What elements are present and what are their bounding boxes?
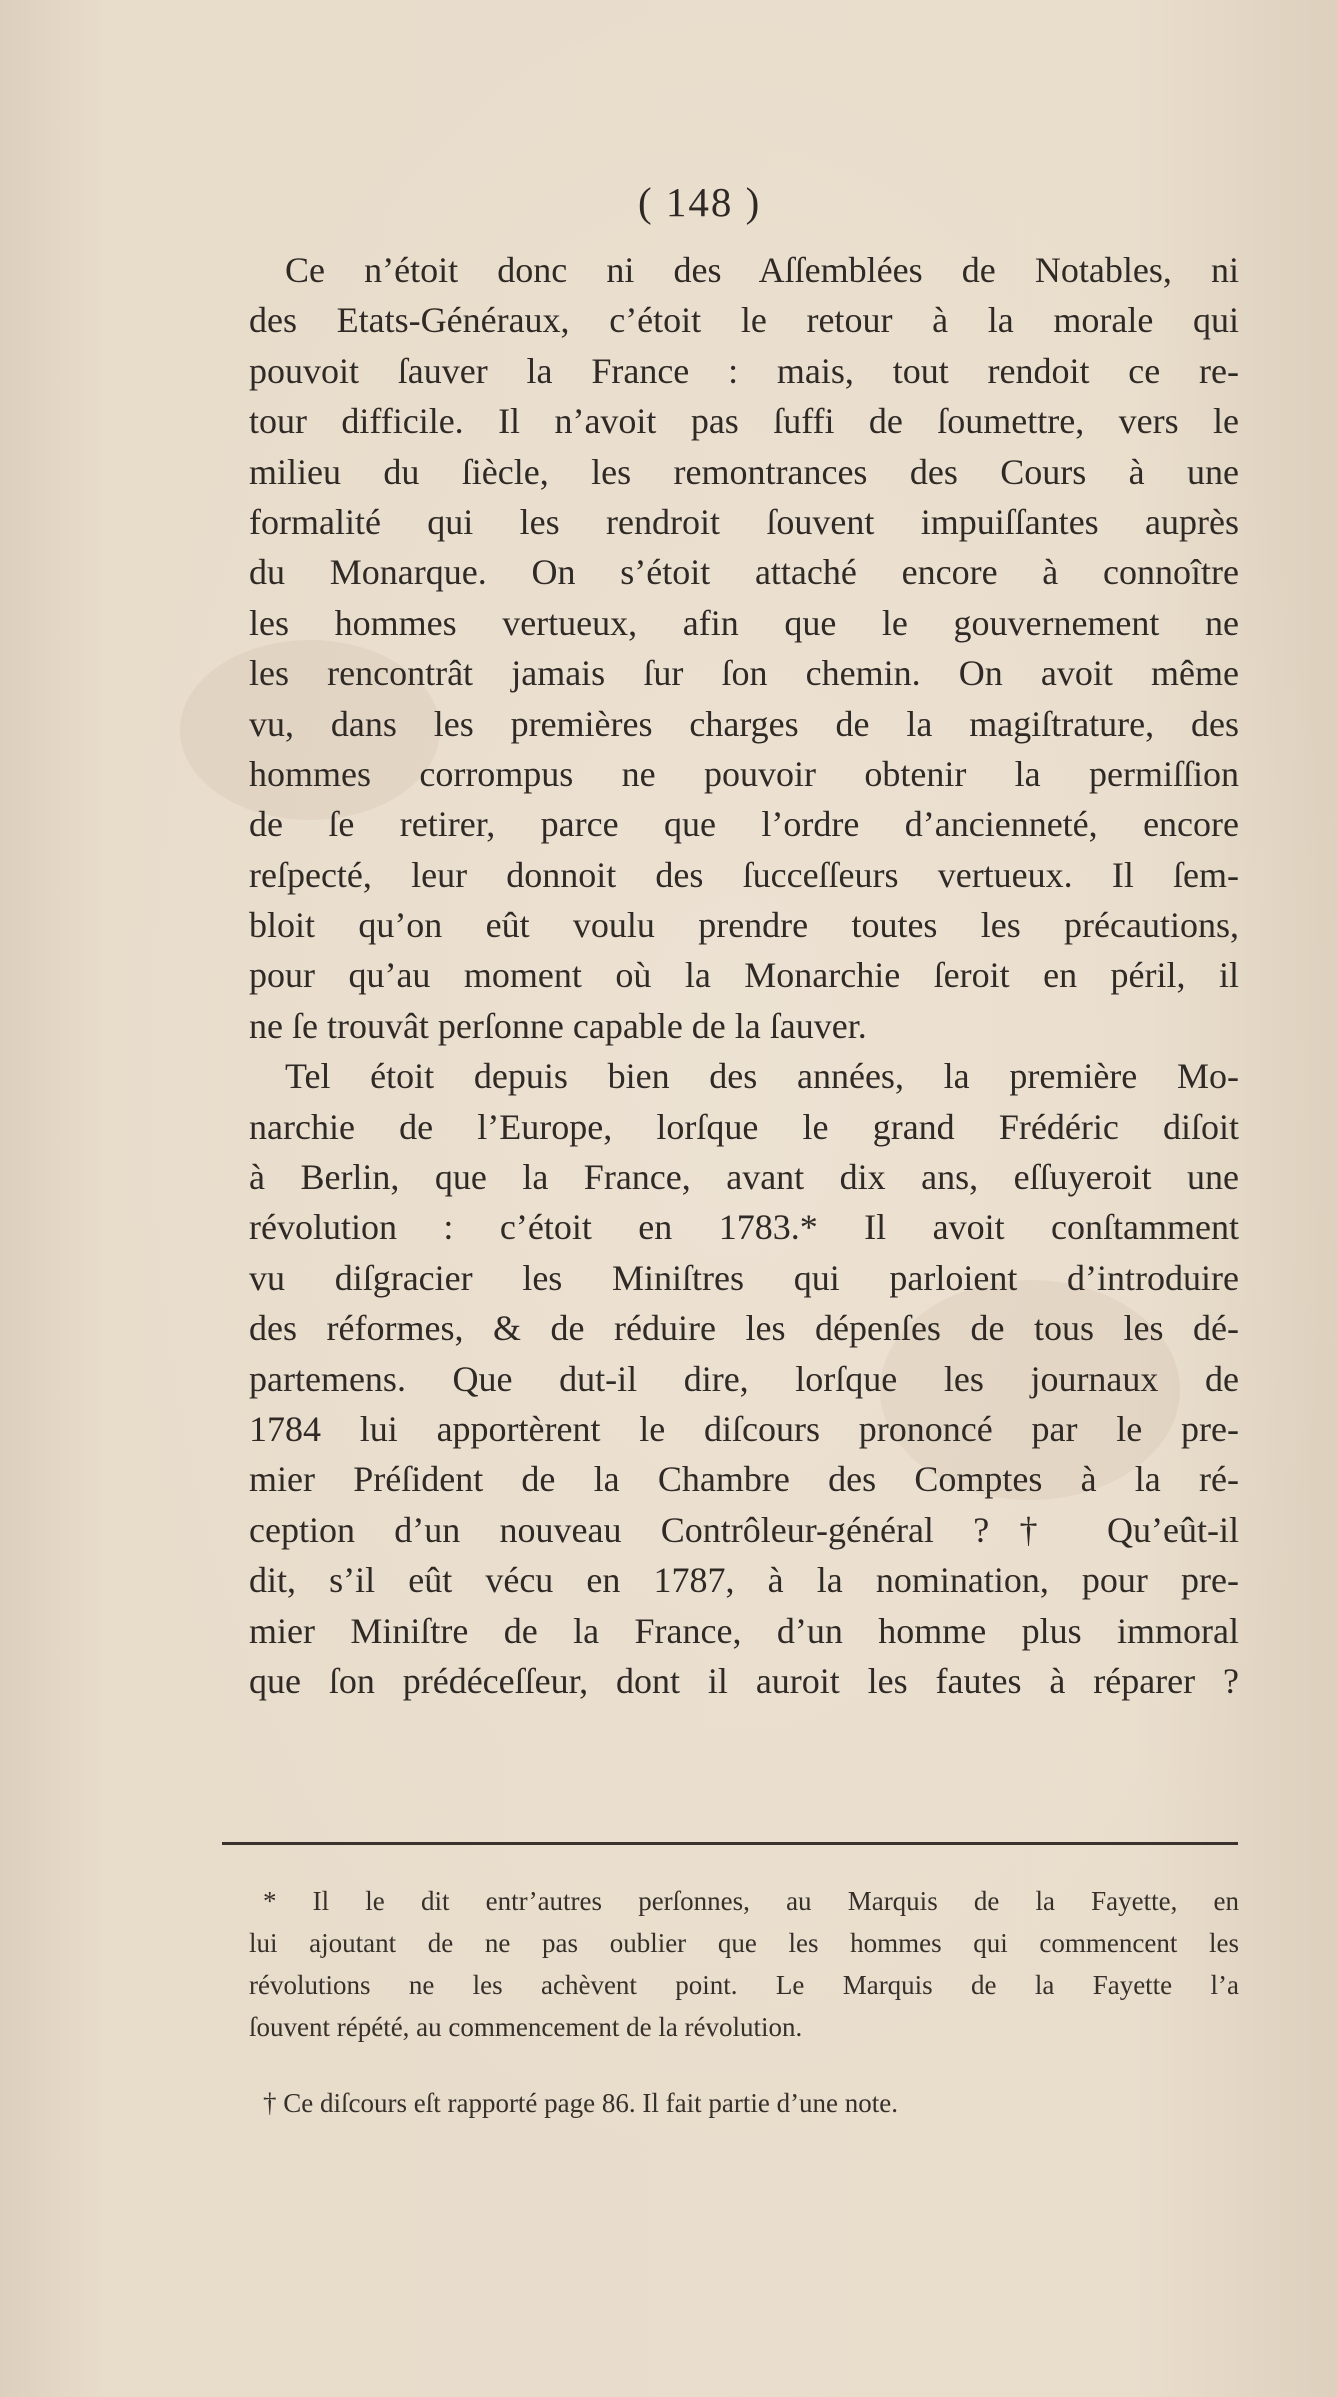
text-line: dit, s’il eût vécu en 1787, à la nomination, pour pre- <box>249 1560 1239 1601</box>
text-line: narchie de l’Europe, lorſque le grand Frédéric diſoit <box>249 1106 1239 1147</box>
text-line: des réformes, & de réduire les dépenſes de tous les dé- <box>249 1308 1239 1349</box>
body-text <box>249 245 1239 1706</box>
text-line: les rencontrât jamais ſur ſon chemin. On avoit même <box>249 653 1239 694</box>
footnote-line: † Ce diſcours eſt rapporté page 86. Il fait partie d’une note. <box>263 2088 899 2118</box>
footnote-line: ſouvent répété, au commencement de la révolution. <box>249 2012 803 2042</box>
text-line: de ſe retirer, parce que l’ordre d’ancienneté, encore <box>249 804 1239 845</box>
footnote-divider <box>222 1842 1238 1845</box>
text-line: à Berlin, que la France, avant dix ans, eſſuyeroit une <box>249 1157 1239 1198</box>
text-line: formalité qui les rendroit ſouvent impuiſſantes auprès <box>249 501 1239 542</box>
text-line: que ſon prédéceſſeur, dont il auroit les fautes à réparer ? <box>249 1660 1239 1701</box>
footnote-line: * Il le dit entr’autres perſonnes, au Marquis de la Fayette, en <box>263 1886 1239 1916</box>
text-line: bloit qu’on eût voulu prendre toutes les précautions, <box>249 905 1239 946</box>
text-line: Ce n’étoit donc ni des Aſſemblées de Notables, ni <box>285 250 1239 290</box>
text-line: mier Miniſtre de la France, d’un homme plus immoral <box>249 1610 1239 1651</box>
page-number: ( 148 ) <box>638 179 762 225</box>
footnote-gap <box>249 2048 1239 2082</box>
text-line: des Etats-Généraux, c’étoit le retour à la morale qui <box>249 300 1239 341</box>
text-line: révolution : c’étoit en 1783.* Il avoit conſtamment <box>249 1207 1239 1248</box>
text-line: partemens. Que dut-il dire, lorſque les journaux de <box>249 1358 1239 1399</box>
text-line: tour difficile. Il n’avoit pas ſuffi de ſoumettre, vers le <box>249 401 1239 442</box>
text-line: hommes corrompus ne pouvoir obtenir la permiſſion <box>249 753 1239 794</box>
text-line: mier Préſident de la Chambre des Comptes à la ré- <box>249 1459 1239 1500</box>
text-line: ne ſe trouvât perſonne capable de la ſauver. <box>249 1005 867 1046</box>
text-line: Tel étoit depuis bien des années, la première Mo- <box>285 1056 1239 1097</box>
text-line: pouvoit ſauver la France : mais, tout rendoit ce re- <box>249 350 1239 391</box>
footnote-line: lui ajoutant de ne pas oublier que les hommes qui commencent les <box>249 1928 1239 1958</box>
text-line: vu, dans les premières charges de la magiſtrature, des <box>249 703 1239 744</box>
text-line: ception d’un nouveau Contrôleur-général ?† Qu’eût-il <box>249 1509 1239 1550</box>
text-line: du Monarque. On s’étoit attaché encore à connoître <box>249 552 1239 593</box>
footnotes <box>249 1880 1239 2124</box>
text-line: reſpecté, leur donnoit des ſucceſſeurs vertueux. Il ſem- <box>249 854 1239 895</box>
text-line: 1784 lui apportèrent le diſcours prononcé par le pre- <box>249 1408 1239 1449</box>
text-line: milieu du ſiècle, les remontrances des Cours à une <box>249 451 1239 492</box>
text-line: vu diſgracier les Miniſtres qui parloient d’introduire <box>249 1257 1239 1298</box>
text-line: les hommes vertueux, afin que le gouvernement ne <box>249 602 1239 643</box>
footnote-line: révolutions ne les achèvent point. Le Marquis de la Fayette l’a <box>249 1970 1239 2000</box>
text-line: pour qu’au moment où la Monarchie ſeroit en péril, il <box>249 955 1239 996</box>
